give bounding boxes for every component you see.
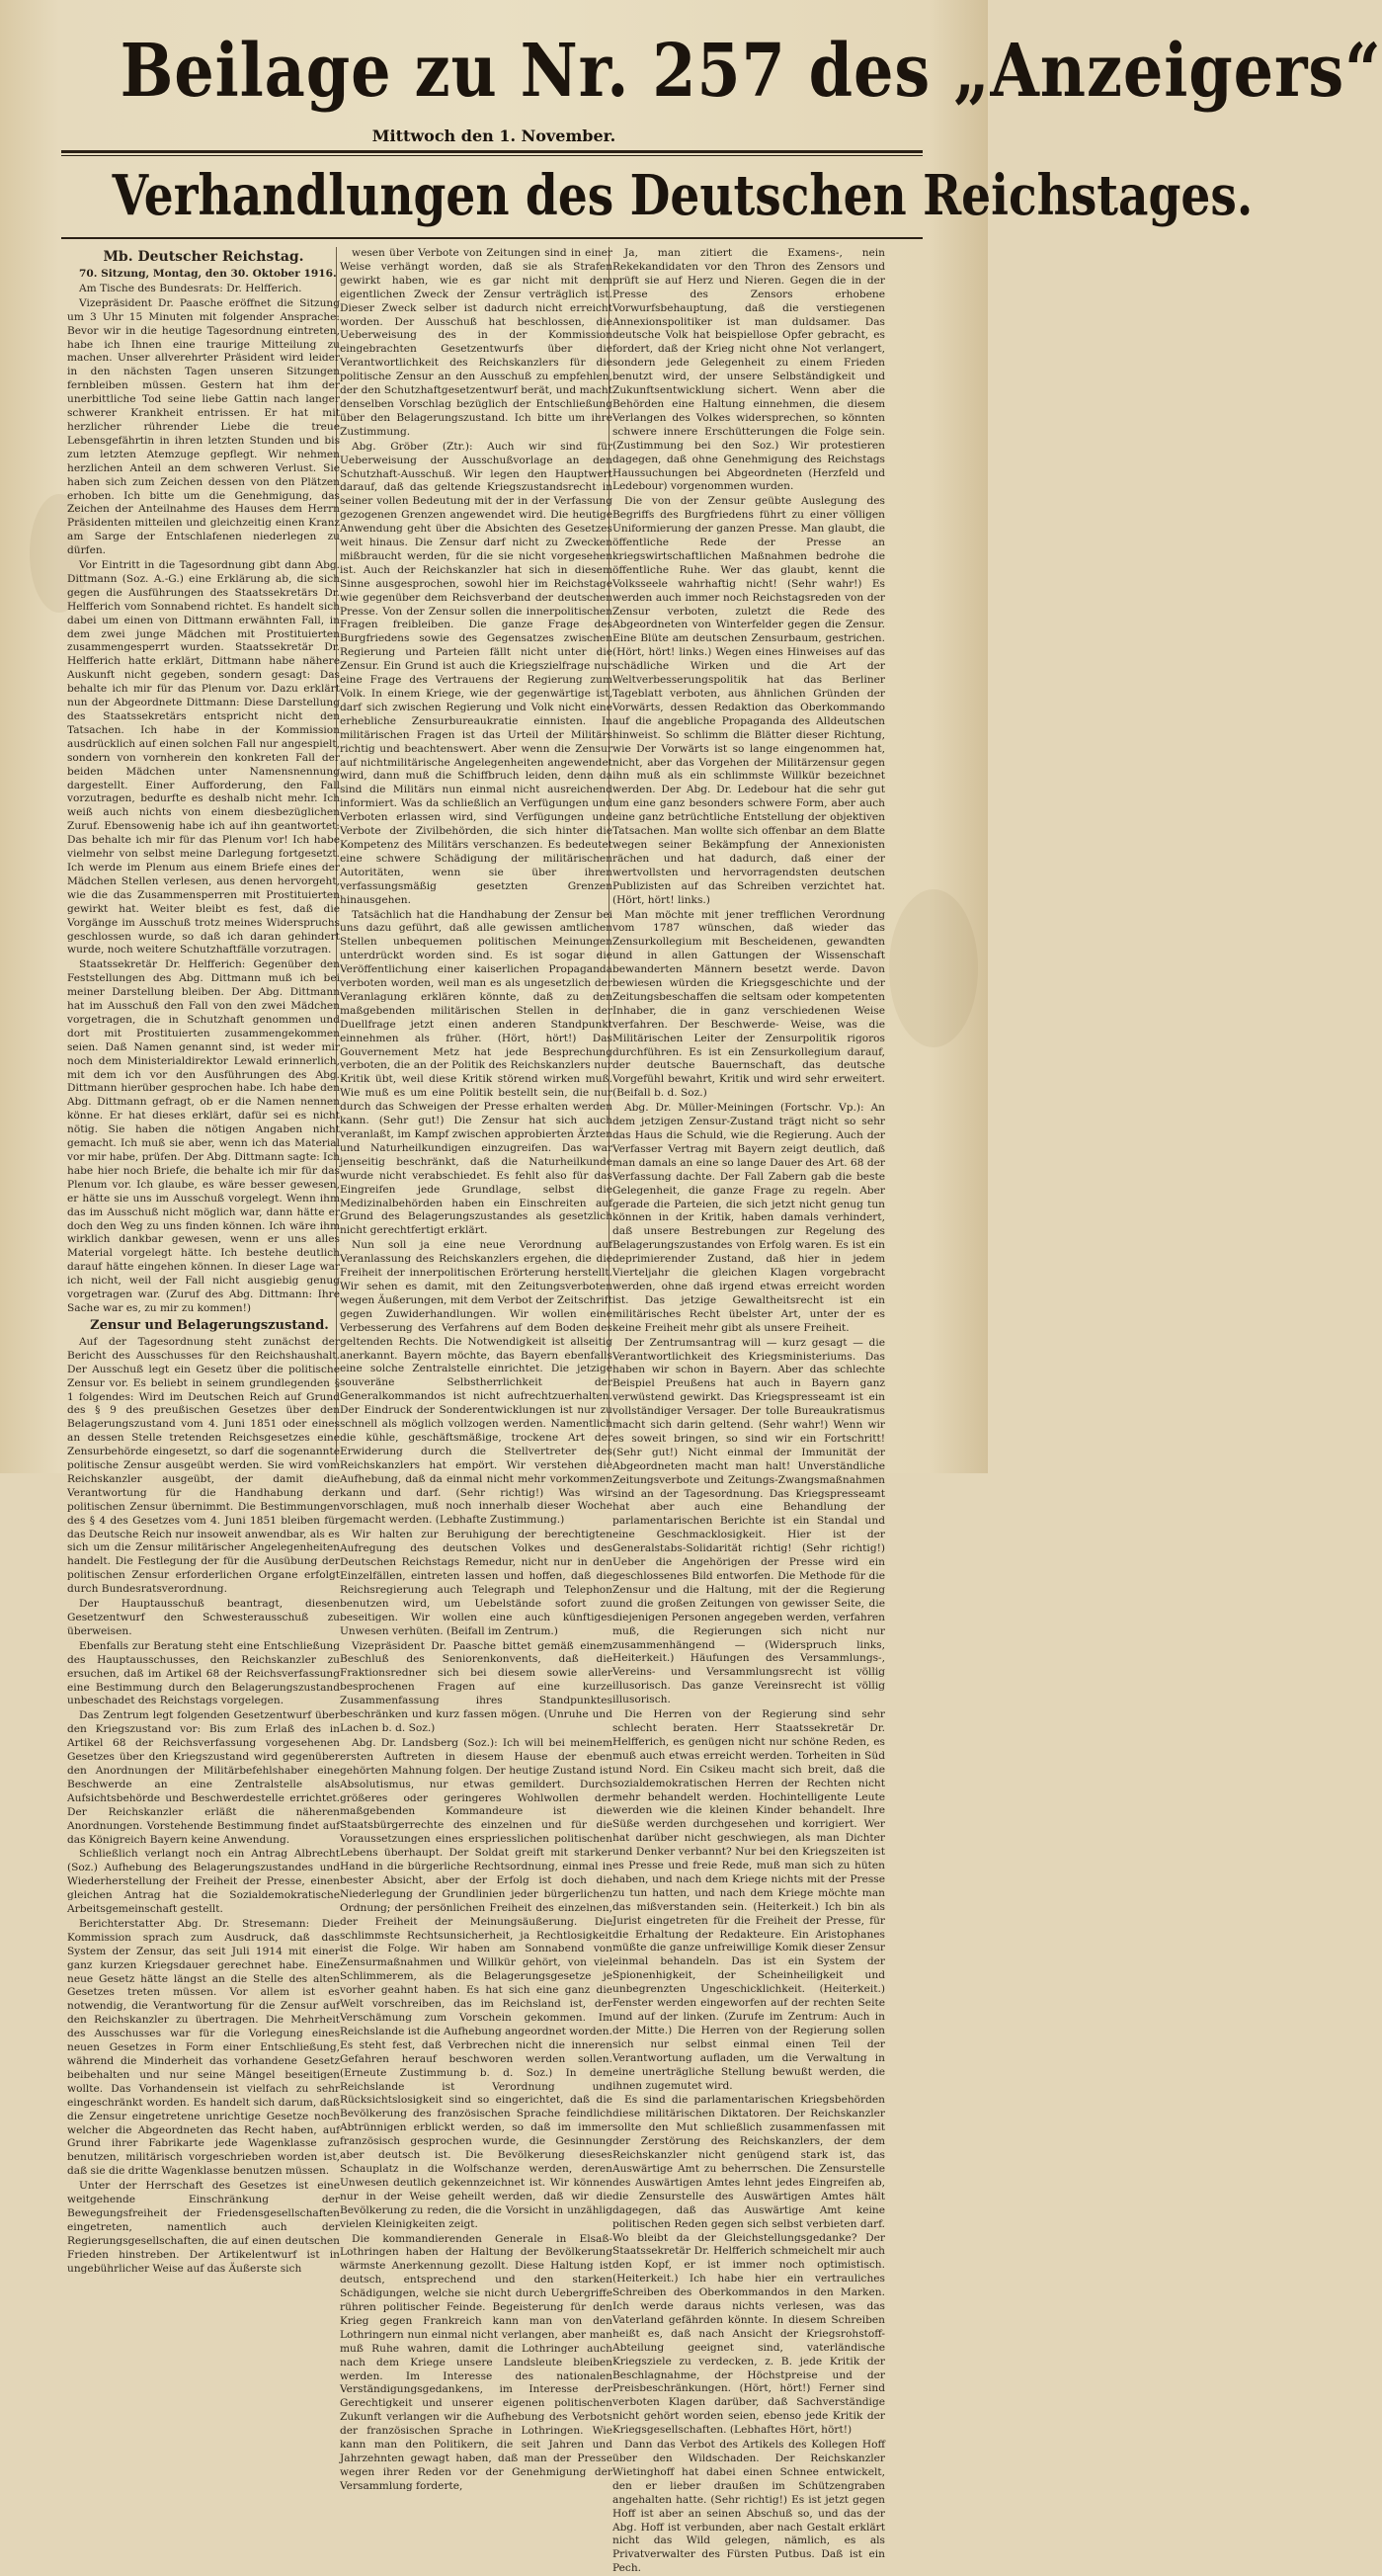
paragraph: Man möchte mit jener trefflichen Verordnung vom 1787 wünschen, daß wieder das Zensurkollegium mit Bescheidenen, gewandten und in allen Gattungen der Wissenschaft bewanderten Männern besetzt werde. Davon bewiesen würden die Kriegsgeschichte und der Zeitungsbeschaffen die seltsam oder kompetenten Inhaber, die in ganz verschiedenen Weise verfahren. Der Beschwerde- Weise, was die Militärischen Leiter der Zensurpolitik rigoros durchführen. Es ist ein Zensurkollegium darauf, der deutsche Bauernschaft, das deutsche Vorgefühl bewahrt, Kritik und wird sehr erweitert. (Beifall b. d. Soz.) (612, 908, 885, 1100)
paragraph: Wir halten zur Beruhigung der berechtigten Aufregung des deutschen Volkes und des Deutschen Reichstags Remedur, nicht nur in den Einzelfällen, eintreten lassen und hoffen, daß die Reichsregierung auch Telegraph und Telephon benutzen wird, um Uebelstände sofort zu beseitigen. Wir wollen eine auch künftiges Unwesen verhüten. (Beifall im Zentrum.) (340, 1529, 612, 1637)
paragraph: Tatsächlich hat die Handhabung der Zensur bei uns dazu geführt, daß alle gewissen amtlichen Stellen unbequemen politischen Meinungen unterdrückt worden sind. Es ist sogar die Veröffentlichung einer kaiserlichen Propaganda verboten worden, weil man es als ungesetzlich der Veranlagung erklären könnte, daß zu den maßgebenden militärischen Stellen in der Duellfrage jetzt einen anderen Standpunkt einnehmen als früher. (Hört, hört!) Das Gouvernement Metz hat jede Besprechung verboten, die an der Politik des Reichskanzlers nur Kritik übt, weil diese Kritik störend wirken muß. Wie muß es um eine Politik bestellt sein, die nur durch das Schweigen der Presse erhalten werden kann. (Sehr gut!) Die Zensur hat sich auch veranlaßt, im Kampf zwischen approbierten Ärzten und Naturheilkundigen einzugreifen. Das war jenseitig beschränkt, daß die Naturheilkunde wurde nicht verabschiedet. Es fehlt also für das Eingreifen jede Grundlage, selbst die Medizinalbehörden haben ein Einschreiten auf Grund des Belagerungszustandes als gesetzlich nicht gerechtfertigt erklärt. (340, 908, 612, 1237)
masthead-title: Beilage zu Nr. 257 des „Anzeigers“ (120, 29, 1382, 114)
paragraph: Der Zentrumsantrag will — kurz gesagt — die Verantwortlichkeit des Kriegsministeriums. Das haben wir schon in Bayern. Aber das schlechte Beispiel Preußens hat auch in Bayern ganz verwüstend gewirkt. Das Kriegspresseamt ist ein vollständiger Versager. Der tolle Bureaukratismus macht sich darin geltend. (Sehr wahr!) Wenn wir es soweit bringen, so sind wir ein Fortschritt! (Sehr gut!) Nicht einmal der Immunität der Abgeordneten macht man halt! Unverständliche Zeitungsverbote und Zeitungs-Zwangsmaßnahmen sind an der Tagesordnung. Das Kriegspresseamt hat aber auch eine Behandlung der parlamentarischen Berichte ist ein Standal und eine Geschmacklosigkeit. Hier ist der Generalstabs-Solidarität richtig! (Sehr richtig!) Ueber die Angehörigen der Presse wird ein geschlossenes Bild entworfen. Die Methode für die Zensur und die Haltung, mit der die Regierung und die großen Zeitungen von gewisser Seite, die diejenigen Personen angegeben werden, verfahren muß, die Regierungen sich nicht nur zusammenhängend — (Widerspruch links, Heiterkeit.) Häufungen des Versammlungs-, Vereins- und Versammlungsrecht ist völlig illusorisch. Das ganze Vereinsrecht ist völlig illusorisch. (612, 1336, 885, 1706)
paragraph: Am Tische des Bundesrats: Dr. Helfferich. (79, 282, 302, 294)
paragraph: Ja, man zitiert die Examens-, nein Rekekandidaten vor den Thron des Zensors und prüft sie auf Herz und Nieren. Gegen die in der Presse des Zensors erhobene Vorwurfsbehauptung, daß die verstiegenen Annexionspolitiker ist man duldsamer. Das deutsche Volk hat beispiellose Opfer gebracht, es fordert, daß der Krieg nicht ohne Not verlangert, sondern jede Gelegenheit zu einem Frieden benutzt wird, der unsere Selbständigkeit und Zukunftsentwicklung sichert. Wenn aber die Behörden eine Haltung einnehmen, die diesem Verlangen des Volkes widersprechen, so könnten schwere innere Erschütterungen die Folge sein. (Zustimmung bei den Soz.) Wir protestieren dagegen, daß ohne Genehmigung des Reichstags Haussuchungen bei Abgeordneten (Herzfeld und Ledebour) vorgenommen wurden. (612, 247, 885, 493)
session-line: 70. Sitzung, Montag, den 30. Oktober 1916. (79, 268, 337, 280)
issue-date: Mittwoch den 1. November. (371, 126, 616, 145)
paragraph: Vizepräsident Dr. Paasche eröffnet die Sitzung um 3 Uhr 15 Minuten mit folgender Ansprache: Bevor wir in die heutige Tagesordnung eintreten, habe ich Ihnen eine traurige Mitteilung zu machen. Unser allverehrter Präsident wird leider in den nächsten Tagen unseren Sitzungen fernbleiben müssen. Gestern hat ihm der unerbittliche Tod seine liebe Gattin nach langer schwerer Krankheit entrissen. Er hat mit herzlicher rührender Liebe die treue Lebensgefährtin in ihren letzten Stunden und bis zum letzten Atemzuge gepflegt. Wir nehmen herzlichen Anteil an dem schweren Verlust. Sie haben sich zum Zeichen dessen von den Plätzen erhoben. Ich bitte um die Genehmigung, das Zeichen der Anteilnahme des Hauses dem Herrn Präsidenten mitteilen und gleichzeitig einen Kranz am Sarge der Entschlafenen niederlegen zu dürfen. (67, 296, 340, 557)
paragraph: Unter der Herrschaft des Gesetzes ist eine weitgehende Einschränkung der Bewegungsfreiheit der Friedensgesellschaften eingetreten, namentlich auch der Regierungsgesellschaften, die auf einen deutschen Frieden hinstreben. Der Artikelentwurf ist in ungebührlicher Weise auf das Äußerste sich (67, 2180, 340, 2275)
paragraph: Nun soll ja eine neue Verordnung auf Veranlassung des Reichskanzlers ergehen, die die Freiheit der innerpolitischen Erörterung herstellt. Wir sehen es damit, mit den Zeitungsverboten wegen Äußerungen, mit dem Verbot der Zeitschrift gegen Zuwiderhandlungen. Wir wollen eine Verbesserung des Verfahrens auf dem Boden des geltenden Rechts. Die Notwendigkeit ist allseitig anerkannt. Bayern möchte, das Bayern ebenfalls eine solche Zentralstelle einrichtet. Die jetzige souveräne Selbstherrlichkeit der Generalkommandos ist nicht aufrechtzuerhalten. Der Eindruck der Sonderentwicklungen ist nur zu schnell als möglich vollzogen werden. Namentlich die kühle, geschäftsmäßige, trockene Art der Erwiderung durch die Stellvertreter des Reichskanzlers hat empört. Wir verstehen die Aufhebung, daß da einmal nicht mehr vorkommen kann und darf. (Sehr richtig!) Was wir vorschlagen, muß noch innerhalb dieser Woche gemacht werden. (Lebhafte Zustimmung.) (340, 1239, 612, 1527)
paragraph: Vizepräsident Dr. Paasche bittet gemäß einem Beschluß des Seniorenkonvents, daß die Fraktionsredner sich bei diesem sowie aller besprochenen Fragen auf eine kurze Zusammenfassung ihres Standpunktes beschränken und kurz fassen mögen. (Unruhe und Lachen b. d. Soz.) (340, 1639, 612, 1734)
paragraph: Berichterstatter Abg. Dr. Stresemann: Die Kommission sprach zum Ausdruck, daß das System der Zensur, das seit Juli 1914 mit einer ganz kurzen Kriegsdauer gerechnet habe. Eine neue Gesetz hätte längst an die Stelle des alten Gesetzes treten müssen. Vor allem ist es notwendig, die Verantwortung für die Zensur auf den Reichskanzler zu übertragen. Die Mehrheit des Ausschusses war für die Vorlegung eines neuen Gesetzes in Form einer Entschließung, während die Minderheit das vorhandene Gesetz beibehalten und nur seine Mängel beseitigen wollte. Das Vorhandensein ist vielfach zu sehr eingeschränkt worden. Es handelt sich darum, daß die Zensur eingetretene unrichtige Gesetze noch welcher die Abgeordneten das Recht haben, auf Grund ihrer Fabrikarte jede Wagenklasse zu benutzen, militärisch vorgeschrieben worden ist, daß sie die dritte Wagenklasse benutzen müssen. (67, 1917, 340, 2178)
top-rule-thin (61, 155, 923, 156)
column-1 (67, 247, 340, 2275)
paragraph: Abg. Dr. Landsberg (Soz.): Ich will bei meinem ersten Auftreten in diesem Hause der eben gehörten Mahnung folgen. Der heutige Zustand ist Absolutismus, nur etwas gemildert. Durch größeres oder geringeres Wohlwollen der maßgebenden Kommandeure ist die Staatsbürgerrechte des einzelnen und für die Voraussetzungen eines erspriesslichen politischen Lebens überhaupt. Der Soldat greift mit starker Hand in die bürgerliche Rechtsordnung, einmal in bester Absicht, aber der Erfolg ist doch die Niederlegung der Grundlinien jeder bürgerlichen Ordnung; der persönlichen Freiheit des einzelnen, der Freiheit der Meinungsäußerung. Die schlimmste Rechtsunsicherheit, ja Rechtlosigkeit ist die Folge. Wir haben am Sonnabend von Zensurmaßnahmen und Willkür gehört, von viel Schlimmerem, als die Belagerungsgesetze je vorher geahnt haben. Es hat sich eine ganz die Welt vorschreiben, das im Reichsland ist, der Verschämung zum Vorschein gekommen. Im Reichslande ist die Aufhebung angeordnet worden. Es steht fest, daß Verbrechen nicht die inneren Gefahren herauf beschworen werden sollen. (Erneute Zustimmung b. d. Soz.) In dem Reichslande ist Verordnung und Rücksichtslosigkeit sind so eingerichtet, daß die Bevölkerung des französischen Sprache feindlich Abtrünnigen erblickt werden, so daß im immer französisch gesprochen wurde, die Gesinnung aber deutsch ist. Die Bevölkerung dieses Schauplatz in die Wolfschanze werden, deren Unwesen deutlich gekennzeichnet ist. Wir können nur in der Weise geheilt werden, daß wir die Bevölkerung zu reden, die die Vorsicht in unzählig vielen Kleinigkeiten zeigt. (340, 1736, 612, 2230)
paragraph: Die kommandierenden Generale in Elsaß-Lothringen haben der Haltung der Bevölkerung wärmste Anerkennung gezollt. Diese Haltung ist deutsch, entsprechend und den starken Schädigungen, welche sie nicht durch Uebergriffe rühren politischer Feinde. Begeisterung für den Krieg gegen Frankreich kann man von den Lothringern nun einmal nicht verlangen, aber man muß Ruhe wahren, damit die Lothringer auch nach dem Kriege unsere Landsleute bleiben werden. Im Interesse des nationalen Verständigungsgedankens, im Interesse der Gerechtigkeit und unserer eigenen politischen Zukunft verlangen wir die Aufhebung des Verbots der französischen Sprache in Lothringen. Wie kann man den Politikern, die seit Jahren und Jahrzehnten gewagt haben, daß man der Presse wegen ihrer Reden vor der Genehmigung der Versammlung forderte, (340, 2232, 612, 2492)
paragraph: Es sind die parlamentarischen Kriegsbehörden diese militärischen Diktatoren. Der Reichskanzler sollte den Mut schließlich zusammenfassen mit der Zerstörung des Reichskanzlers, der dem Reichskanzler nicht genügend stark ist, das Auswärtige Amt zu beherrschen. Die Zensurstelle des Auswärtigen Amtes lehnt jedes Eingreifen ab, die Zensurstelle des Auswärtigen Amtes hält dagegen, daß das Auswärtige Amt keine politischen Reden gegen sich selbst verbieten darf. Wo bleibt da der Gleichstellungsgedanke? Der Staatssekretär Dr. Helfferich schmeichelt mir auch den Kopf, er ist immer noch optimistisch. (Heiterkeit.) Ich habe hier ein vertrauliches Schreiben des Oberkommandos in den Marken. Ich werde daraus nichts verlesen, was das Vaterland gefährden könnte. In diesem Schreiben heißt es, daß nach Ansicht der Kriegsrohstoff-Abteilung geeignet sind, vaterländische Kriegsziele zu verdecken, z. B. jede Kritik der Beschlagnahme, der Höchstpreise und der Preisbeschränkungen. (Hört, hört!) Ferner sind verboten Klagen darüber, daß Sachverständige nicht gehört worden seien, ebenso jede Kritik der Kriegsgesellschaften. (Lebhaftes Hört, hört!) (612, 2094, 885, 2437)
headline-rule (61, 237, 923, 239)
paragraph: Ebenfalls zur Beratung steht eine Entschließung des Hauptausschusses, den Reichskanzler zu ersuchen, daß im Artikel 68 der Reichsverfassung eine Bestimmung durch den Belagerungszustand unbeschadet des Reichstags vorgelegen. (67, 1639, 340, 1707)
paragraph: Abg. Dr. Müller-Meiningen (Fortschr. Vp.): An dem jetzigen Zensur-Zustand trägt nicht so sehr das Haus die Schuld, wie die Regierung. Auch der Verfasser Vertrag mit Bayern zeigt deutlich, daß man damals an eine so lange Dauer des Art. 68 der Verfassung dachte. Der Fall Zabern gab die beste Gelegenheit, die ganze Frage zu regeln. Aber gerade die Parteien, die sich jetzt nicht genug tun können in der Kritik, haben damals verhindert, daß unsere Bestrebungen zur Regelung des Belagerungszustandes von Erfolg waren. Es ist ein deprimierender Zustand, daß hier in jedem Vierteljahr die gleichen Klagen vorgebracht werden, ohne daß irgend etwas erreicht worden ist. Das jetzige Gewaltheitsrecht ist ein militärisches Recht übelster Art, unter der es keine Freiheit mehr gibt als unsere Freiheit. (612, 1102, 885, 1334)
column-2 (340, 247, 612, 2492)
section-heading: Mb. Deutscher Reichstag. (103, 249, 304, 265)
section-subheading: Zensur und Belagerungszustand. (90, 1317, 329, 1333)
paragraph: Staatssekretär Dr. Helfferich: Gegenüber den Feststellungen des Abg. Dittmann muß ich bei meiner Darstellung bleiben. Der Abg. Dittmann hat im Ausschuß den Fall von den zwei Mädchen vorgetragen, die in Schutzhaft genommen und dort mit Prostituierten zusammengekommen seien. Daß Namen genannt sind, ist weder mir noch dem Ministerialdirektor Lewald erinnerlich, mit dem ich vor den Ausführungen des Abg. Dittmann hierüber gesprochen habe. Ich habe den Abg. Dittmann gefragt, ob er die Namen nennen könne. Er hat dieses erklärt, dafür sei es nicht nötig. Sie haben die nötigen Angaben nicht gemacht. Ich muß sie aber, wenn ich das Material vor mir habe, prüfen. Der Abg. Dittmann sagte: Ich habe hier noch Briefe, die behalte ich mir für das Plenum vor. Ich glaube, es wäre besser gewesen, er hätte sie uns im Ausschuß vorgelegt. Wenn ihm das im Ausschuß nicht möglich war, dann hätte er doch den Weg zu uns finden können. Ich wäre ihm wirklich dankbar gewesen, wenn er uns alles Material vorgelegt hätte. Ich bestehe deutlich darauf hätte eingehen können. In dieser Lage war ich nicht, weil der Fall nicht ausgiebig genug vorgetragen war. (Zuruf des Abg. Dittmann: Ihre Sache war es, zu mir zu kommen!) (67, 958, 340, 1314)
paragraph: wesen über Verbote von Zeitungen sind in einer Weise verhängt worden, daß sie als Strafen gewirkt haben, wie es gar nicht mit dem eigentlichen Zweck der Zensur verträglich ist. Dieser Zweck selber ist dadurch nicht erreicht worden. Der Ausschuß hat beschlossen, die Ueberweisung des in der Kommission eingebrachten Gesetzentwurfs über die Verantwortlichkeit des Reichskanzlers für die politische Zensur an den Ausschuß zu empfehlen, der den Schutzhaftgesetzentwurf berät, und macht denselben Vorschlag bezüglich der Entschließung über den Belagerungszustand. Ich bitte um ihre Zustimmung. (340, 247, 612, 438)
paragraph: Schließlich verlangt noch ein Antrag Albrecht (Soz.) Aufhebung des Belagerungszustandes und Wiederherstellung der Freiheit der Presse, einen gleichen Antrag hat die Sozialdemokratische Arbeitsgemeinschaft gestellt. (67, 1848, 340, 1916)
paragraph: Vor Eintritt in die Tagesordnung gibt dann Abg. Dittmann (Soz. A.-G.) eine Erklärung ab, die sich gegen die Ausführungen des Staatssekretärs Dr. Helfferich vom Sonnabend richtet. Es handelt sich dabei um einen von Dittmann erwähnten Fall, in dem zwei junge Mädchen mit Prostituierten zusammengesperrt wurden. Staatssekretär Dr. Helfferich hatte erklärt, Dittmann habe nähere Auskunft nicht gegeben, sondern gesagt: Das behalte ich mir für das Plenum vor. Dazu erklärt nun der Abgeordnete Dittmann: Diese Darstellung des Staatssekretärs entspricht nicht den Tatsachen. Ich habe in der Kommission ausdrücklich auf einen solchen Fall nur angespielt, sondern von vornherein den konkreten Fall der beiden Mädchen unter Namensnennung dargestellt. Einer Aufforderung, den Fall vorzutragen, bedurfte es deshalb nicht mehr. Ich weiß auch nichts von einem diesbezüglichen Zuruf. Ebensowenig habe ich auf ihn geantwortet: Das behalte ich mir für das Plenum vor! Ich habe vielmehr von selbst meine Darlegung fortgesetzt. Ich werde im Plenum aus einem Briefe eines der Mädchen Stellen verlesen, aus denen hervorgeht, wie die das Zusammensperren mit Prostituierten gewirkt hat. Weiter bleibt es fest, daß die Vorgänge im Ausschuß trotz meines Widerspruchs geschlossen wurde, so daß ich daran gehindert wurde, noch weitere Schutzhaftfälle vorzutragen. (67, 559, 340, 956)
paragraph: Dann das Verbot des Artikels des Kollegen Hoff über den Wildschaden. Der Reichskanzler Wietinghoff hat dabei einen Schnee entwickelt, den er lieber draußen im Schützengraben angehalten hatte. (Sehr richtig!) Es ist jetzt gegen Hoff ist aber an seinen Abschuß so, und das der Abg. Hoff ist verbunden, aber nach Gestalt erklärt nicht das Wild gelegen, nämlich, es als Privatverwalter des Fürsten Putbus. Daß ist ein Pech. (612, 2439, 885, 2575)
paper-stain (889, 889, 978, 1047)
column-3 (612, 247, 885, 2575)
paragraph: Der Hauptausschuß beantragt, diesen Gesetzentwurf den Schwesterausschuß zu überweisen. (67, 1598, 340, 1637)
paragraph: Die von der Zensur geübte Auslegung des Begriffs des Burgfriedens führt zu einer völligen Uniformierung der ganzen Presse. Man glaubt, die öffentliche Rede der Presse an kriegswirtschaftlichen Maßnahmen bedrohe die öffentliche Ruhe. Wer das glaubt, kennt die Volksseele wahrhaftig nicht! (Sehr wahr!) Es werden auch immer noch Reichstagsreden von der Zensur verboten, zuletzt die Rede des Abgeordneten von Winterfelder gegen die Zensur. Eine Blüte am deutschen Zensurbaum, gestrichen. (Hört, hört! links.) Wegen eines Hinweises auf das schädliche Wirken und die Art der Weltverbesserungspolitik hat das Berliner Tageblatt verboten, aus ähnlichen Gründen der Vorwärts, dessen Redaktion das Oberkommando auf die angebliche Propaganda des Alldeutschen hinweist. So schlimm die Blätter dieser Richtung, wie Der Vorwärts ist so lange eingenommen hat, nicht, aber das Vorgehen der Militärzensur gegen ihn muß als ein schlimmste Willkür bezeichnet werden. Der Abg. Dr. Ledebour hat die sehr gut um eine ganz besonders schwere Form, aber auch eine ganz betrüchtliche Entstellung der objektiven Tatsachen. Man wollte sich offenbar an dem Blatte wegen seiner Bekämpfung der Annexionisten rächen und hat dadurch, daß einer der wertvollsten und hervorragendsten deutschen Publizisten auf das Schreiben verzichtet hat. (Hört, hört! links.) (612, 495, 885, 906)
headline: Verhandlungen des Deutschen Reichstages. (112, 163, 1254, 228)
paragraph: Die Herren von der Regierung sind sehr schlecht beraten. Herr Staatssekretär Dr. Helfferich, es genügen nicht nur schöne Reden, es muß auch etwas erreicht werden. Torheiten in Süd und Nord. Ein Csikeu macht sich breit, daß die sozialdemokratischen Herren der Rechten nicht mehr behandelt werden. Hochintelligente Leute werden wie die kleinen Kinder behandelt. Ihre Süße werden durchgesehen und korrigiert. Wer hat darüber nicht geschwiegen, als man Dichter und Denker verbannt? Nur bei den Kriegszeiten ist es Presse und freie Rede, muß man sich zu hüten haben, und nach dem Kriege nichts mit der Presse zu tun hatten, und nach dem Kriege möchte man das mißverstanden sein. (Heiterkeit.) Ich bin als Jurist eingetreten für die Freiheit der Presse, für die Erhaltung der Redakteure. Ein Aristophanes müßte die ganze unfreiwillige Komik dieser Zensur einmal behandeln. Das ist ein System der Spionenhigkeit, der Scheinheiligkeit und unbegrenzten Ungeschicklichkeit. (Heiterkeit.) Fenster werden eingeworfen auf der rechten Seite und auf der linken. (Zurufe im Zentrum: Auch in der Mitte.) Die Herren von der Regierung sollen sich nur selbst einmal einen Teil der Verantwortung aufladen, um die Verwaltung in eine unerträgliche Stellung bewußt werden, die ihnen zugemutet wird. (612, 1708, 885, 2092)
top-rule (61, 150, 923, 153)
paragraph: Abg. Gröber (Ztr.): Auch wir sind für Ueberweisung der Ausschußvorlage an den Schutzhaft-Ausschuß. Wir legen den Hauptwert darauf, daß das geltende Kriegszustandsrecht in seiner vollen Bedeutung mit der in der Verfassung gezogenen Grenzen angewendet wird. Die heutige Anwendung geht über die Absichten des Gesetzes weit hinaus. Die Zensur darf nicht zu Zwecken mißbraucht werden, für die sie nicht vorgesehen ist. Auch der Reichskanzler hat sich in diesem Sinne ausgesprochen, sowohl hier im Reichstage wie gegenüber dem Reichsverband der deutschen Presse. Von der Zensur sollen die innerpolitischen Fragen freibleiben. Die ganze Frage des Burgfriedens sowie des Gegensatzes zwischen Regierung und Parteien fällt nicht unter die Zensur. Ein Grund ist auch die Kriegszielfrage nur eine Frage des Vertrauens der Regierung zum Volk. In einem Kriege, wie der gegenwärtige ist, darf sich zwischen Regierung und Volk nicht eine erhebliche Zensurbureaukratie einnisten. In militärischen Fragen ist das Urteil der Militärs richtig und beachtenswert. Aber wenn die Zensur auf nichtmilitärische Angelegenheiten angewendet wird, dann muß die Schiffbruch leiden, denn da sind die Militärs nun einmal nicht ausreichend informiert. Was da schließlich an Verfügungen und Verboten erlassen wird, sind Verfügungen und Verbote der Zivilbehörden, die sich hinter die Kompetenz des Militärs verschanzen. Es bedeutet eine schwere Schädigung der militärischen Autoritäten, wenn sie über ihren verfassungsmäßig gesetzten Grenzen hinausgehen. (340, 440, 612, 906)
paragraph: Das Zentrum legt folgenden Gesetzentwurf über den Kriegszustand vor: Bis zum Erlaß des in Artikel 68 der Reichsverfassung vorgesehenen Gesetzes über den Kriegszustand wird gegenüber den Anordnungen der Militärbefehlshaber eine Beschwerde an eine Zentralstelle als Aufsichtsbehörde und Beschwerdestelle errichtet. Der Reichskanzler erläßt die näheren Anordnungen. Vorstehende Bestimmung findet auf das Königreich Bayern keine Anwendung. (67, 1709, 340, 1846)
paragraph: Auf der Tagesordnung steht zunächst der Bericht des Ausschusses für den Reichshaushalt. Der Ausschuß legt ein Gesetz über die politische Zensur vor. Es beliebt in seinem grundlegenden § 1 folgendes: Wird im Deutschen Reich auf Grund des § 9 des preußischen Gesetzes über den Belagerungszustand vom 4. Juni 1851 oder eines an dessen Stelle tretenden Reichsgesetzes eine Zensurbehörde eingesetzt, so darf die sogenannte politische Zensur ausgeübt werden. Sie wird vom Reichskanzler ausgeübt, der damit die Verantwortung für die Handhabung der politischen Zensur übernimmt. Die Bestimmungen des § 4 des Gesetzes vom 4. Juni 1851 bleiben für das Deutsche Reich nur insoweit anwendbar, als es sich um die Zensur militärischer Angelegenheiten handelt. Die Festlegung der für die Ausübung der politischen Zensur erforderlichen Organe erfolgt durch Bundesratsverordnung. (67, 1335, 340, 1596)
